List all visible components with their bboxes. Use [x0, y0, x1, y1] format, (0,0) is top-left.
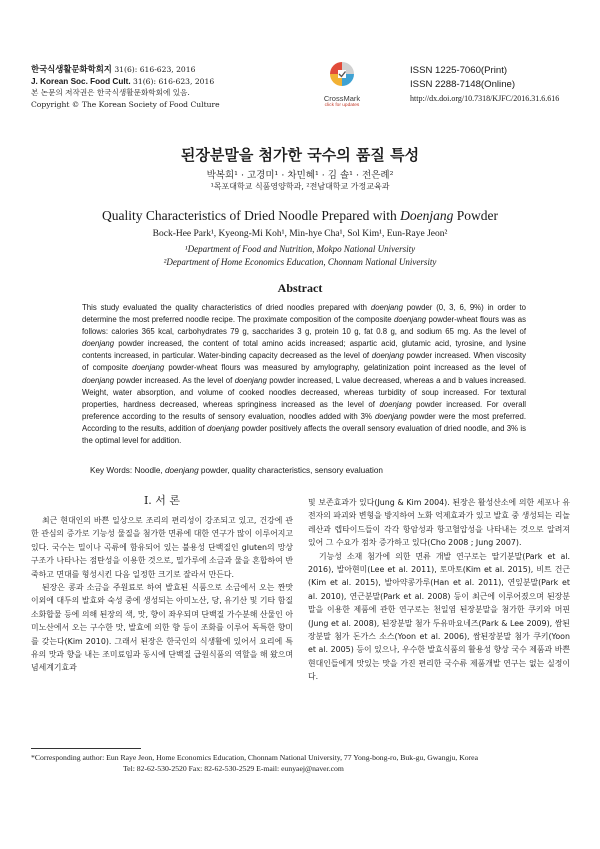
keywords-label: Key Words: — [90, 466, 135, 475]
abstract-text: powder-wheat flours was as follows: calories 365 kcal, carbohydrates 79 g, saccharides 3 g, protein 10 g, fat 0.8 g, and sodium 65 mg. As the level of — [82, 315, 526, 337]
affiliations-ko: ¹목포대학교 식품영양학과, ²전남대학교 가정교육과 — [210, 182, 390, 191]
footnote-line-1: *Corresponding author: Eun Raye Jeon, Home Economics Education, Chonnam National University, 77 Yong-bong-ro, Buk-gu, Gwangju, Korea — [31, 753, 479, 762]
journal-volume-en: 31(6): 616-623, 2016 — [133, 76, 215, 86]
authors-ko: 박복희¹ · 고경미¹ · 차민혜¹ · 김 솔¹ · 전은례² — [206, 170, 394, 181]
body-paragraph: 및 보존효과가 있다(Jung & Kim 2004). 된장은 활성산소에 의한 세포나 유전자의 파괴와 변형을 방지하여 노화 억제효과가 있고 발효 중 생성되는 리놀레산과 렙타이드들이 각각 항암성과 항고혈압성을 나타내는 것으로 알려져 있어 그 수요가 점차 증가하고 있다(Cho 2008 ; Jung 2007). — [308, 498, 570, 548]
crossmark-badge[interactable] — [312, 61, 372, 108]
paper-title-en — [0, 208, 600, 224]
abstract-text: powder (0, 3, 6, 9%) in order to determine the most preferred noodle recipe. The proximate composition of the composite — [82, 303, 526, 325]
keyword: Noodle, — [134, 466, 165, 475]
crossmark-sub: click for updates — [324, 103, 360, 108]
issn-print: ISSN 1225-7060(Print) — [410, 65, 508, 76]
keyword-italic: doenjang — [164, 466, 199, 475]
footnote-rule — [31, 748, 141, 749]
abstract-text: powder increased. As the level of — [114, 375, 235, 385]
abstract-text: powder were the most preferred. According to the results, addition of — [82, 411, 526, 433]
title-en-prefix: Quality Characteristics of Dried Noodle Prepared with — [102, 208, 401, 223]
journal-header — [31, 64, 331, 110]
body-paragraph: 기능성 소재 첨가에 의한 면류 개발 연구로는 딸기분말(Park et al. 2016), 발아현미(Lee et al. 2011), 토마토(Kim et al. 2015), 비트 건근(Kim et al. 2015), 발아약콩가루(Han et al. 2011), 연잎분말(Park et al. 2010), 연근분말(Park et al. 2008) 등이 최근에 이루어졌으며 된장분말을 이용한 제품에 관한 연구로는 천일염 된장분말을 첨가한 쿠키와 머핀(Jung et al. 2008), 된장분말 첨가 두유마요네즈(Park & Lee 2009), 쌈된장분말 첨가 돈가스 소스(Yoon et al. 2006), 쌈된장분말 첨가 쿠키(Yoon et al. 2005) 등이 있으나, 우수한 발효식품의 활용성 향상 국수 제품과 바쁜 현대인들에게 맛있는 맛을 가진 편리한 국수류 제품개발 연구는 없는 실정이다. — [308, 551, 570, 682]
abstract-term: doenjang — [370, 303, 403, 312]
affiliations-en — [0, 243, 600, 268]
keyword: powder, quality characteristics, sensory evaluation — [198, 466, 383, 475]
crossmark-icon — [329, 61, 355, 89]
abstract-text: powder positively affects the overall sensory evaluation of dried noodle, and 3% is the optimal level for addition. — [82, 423, 526, 446]
copyright-ko: 본 논문의 저작권은 한국식생활문화학회에 있음. — [31, 88, 190, 97]
abstract-text: powder increased, L value decreased, whereas a and b values increased. Weight, water absorption, and volume of cooked noodles decreased, whereas turbidity of soup increased. For textural properties, hardness decreased, whereas springiness increased as the level of — [82, 375, 526, 409]
abstract-body — [82, 302, 526, 447]
abstract-term: doenjang — [371, 351, 404, 361]
abstract-term: doenjang — [234, 375, 267, 385]
abstract-term: doenjang — [132, 363, 165, 373]
keywords — [90, 466, 383, 475]
journal-volume-ko: 31(6): 616-623, 2016 — [114, 65, 196, 74]
abstract-term: doenjang — [82, 339, 115, 349]
abstract-text: powder increased. For overall preference according to the results of sensory evaluation, noodles added with 3% — [82, 399, 527, 421]
abstract-text: powder increased, the content of total amino acids increased; aspartic acid, glutamic acid, tyrosine, and lysine contents increased, in particular. Water-binding capacity decreased as the level of — [82, 339, 526, 361]
abstract-heading: Abstract — [277, 281, 323, 295]
doi-link[interactable]: http://dx.doi.org/10.7318/KJFC/2016.31.6.616 — [410, 94, 560, 103]
footnote-line-2: Tel: 82-62-530-2520 Fax: 82-62-530-2529 E-mail: eunyaej@naver.com — [123, 764, 344, 773]
abstract-text: This study evaluated the quality characteristics of dried noodles prepared with — [82, 303, 371, 312]
title-en-suffix: Powder — [453, 208, 498, 223]
abstract-term: doenjang — [207, 423, 240, 433]
affiliation-en-2: ²Department of Home Economics Education, Chonnam National University — [163, 256, 437, 267]
abstract-text: powder-wheat flours was measured by amylography, gelatinization point increased as the level of — [164, 363, 526, 373]
abstract-term: doenjang — [379, 399, 412, 409]
body-column-right — [308, 496, 570, 684]
crossmark-label: CrossMark — [323, 94, 361, 103]
issn-online: ISSN 2288-7148(Online) — [410, 79, 516, 90]
copyright-en: Copyright © The Korean Society of Food Culture — [31, 99, 220, 109]
affiliation-en-1: ¹Department of Food and Nutrition, Mokpo National University — [184, 244, 416, 254]
journal-title-ko: 한국식생활문화학회지 — [31, 64, 112, 74]
paper-title-ko: 된장분말을 첨가한 국수의 품질 특성 — [180, 146, 420, 164]
authors-en: Bock-Hee Park¹, Kyeong-Mi Koh¹, Min-hye Cha¹, Sol Kim¹, Eun-Raye Jeon² — [152, 229, 448, 239]
abstract-term: doenjang — [82, 375, 115, 385]
section-heading-introduction: Ⅰ. 서 론 — [143, 494, 181, 507]
journal-title-en: J. Korean Soc. Food Cult. — [31, 76, 131, 86]
body-paragraph: 된장은 콩과 소금을 주원료로 하여 발효된 식품으로 소금에서 오는 짠맛 이외에 대두의 발효와 숙성 중에 생성되는 아미노산, 당, 유기산 및 기타 함질소화합물 등에 의해 된장의 색, 맛, 향이 좌우되며 단백질 가수분해 산물인 아미노산에서 오는 구수한 맛, 발효에 의한 향 등이 조화를 이루어 독특한 향미를 갖는다(Kim 2010). 그래서 된장은 한국인의 식생활에 있어서 요리에 특유의 맛과 향을 내는 조미료임과 동시에 단백질 급원식품의 역할을 해 왔으며 념세계기효과 — [31, 583, 293, 673]
title-en-italic: Doenjang — [400, 208, 454, 223]
abstract-text: powder increased. When viscosity of composite — [82, 351, 526, 373]
abstract-term: doenjang — [374, 411, 408, 421]
abstract-term: doenjang — [394, 315, 427, 325]
issn-block — [410, 64, 570, 106]
body-paragraph: 최근 현대인의 바쁜 일상으로 조리의 편리성이 강조되고 있고, 건강에 관한 관심의 증가로 기능성 물질을 첨가한 면류에 대한 연구가 많이 이루어지고 있다. 국수는 밀이나 곡류에 함유되어 있는 불용성 단백질인 gluten의 망상구조가 나타나는 점탄성을 이용한 것으로, 밀가루에 소금과 물을 혼합하여 반죽하고 면대를 형성시킨 다음 일정한 크기로 잘라서 만든다. — [31, 516, 293, 579]
body-column-left — [31, 514, 293, 675]
corresponding-author-footnote — [31, 752, 571, 774]
